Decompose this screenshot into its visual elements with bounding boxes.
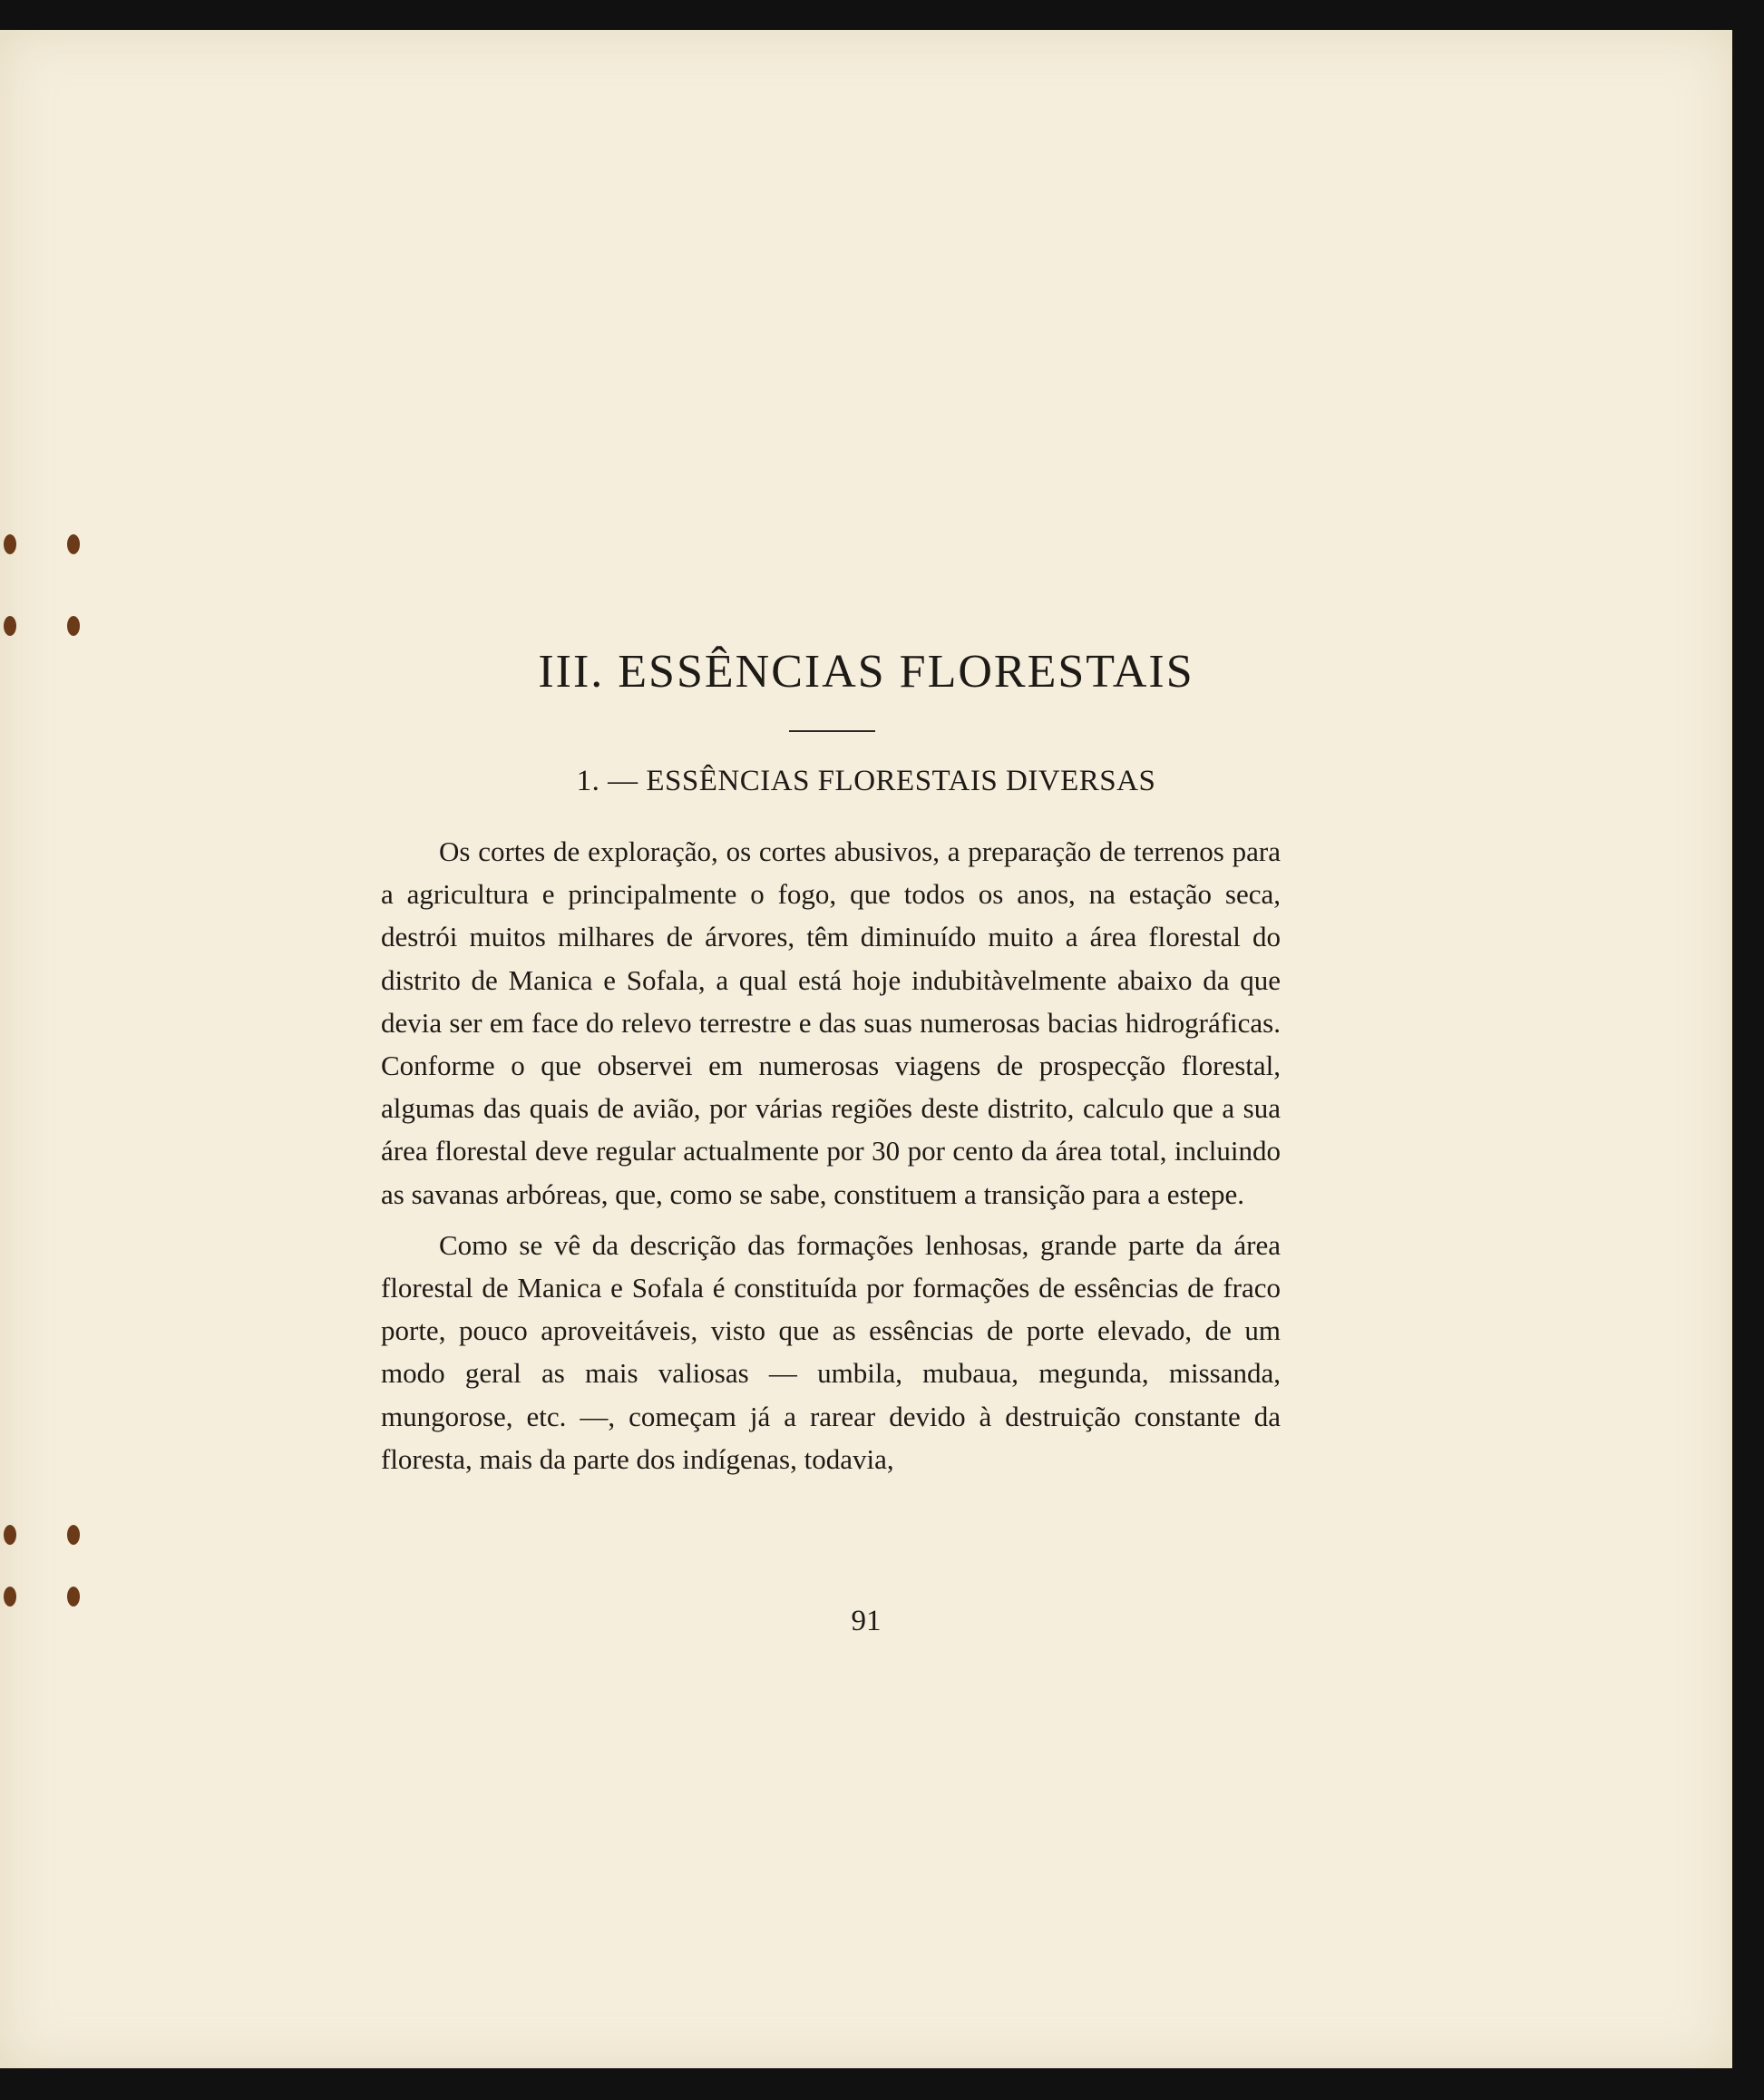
title-divider <box>789 730 875 732</box>
binding-hole <box>67 1587 80 1607</box>
binding-hole <box>4 534 16 554</box>
document-page <box>0 30 1732 2068</box>
paragraph: Como se vê da descrição das formações lenhosas, grande parte da área florestal de Manica e Sofala é constituída por formações de essências de fraco porte, pouco aproveitáveis, visto que as essências de porte elevado, de um modo geral as mais valiosas — umbila, mubaua, megunda, missanda, mungorose, etc. —, começam já a rarear devido à destruição constante da floresta, mais da parte dos indígenas, todavia, <box>381 1228 1281 1475</box>
body-text <box>381 830 1281 1480</box>
chapter-title: III. ESSÊNCIAS FLORESTAIS <box>538 646 1194 698</box>
paragraph: Os cortes de exploração, os cortes abusivos, a preparação de terrenos para a agricultura e principalmente o fogo, que todos os anos, na estação seca, destrói muitos milhares de árvores, têm diminuído muito a área florestal do distrito de Manica e Sofala, a qual está hoje indubitàvelmente abaixo da que devia ser em face do relevo terrestre e das suas numerosas bacias hidrográficas. Conforme o que observei em numerosas viagens de prospecção florestal, algumas das quais de avião, por várias regiões deste distrito, calculo que a sua área florestal deve regular actualmente por 30 por cento da área total, incluindo as savanas arbóreas, que, como se sabe, constituem a transição para a estepe. <box>381 835 1281 1210</box>
binding-hole <box>4 616 16 636</box>
binding-hole <box>67 534 80 554</box>
page-number: 91 <box>851 1605 882 1637</box>
binding-hole <box>67 616 80 636</box>
binding-hole <box>67 1525 80 1545</box>
binding-hole <box>4 1587 16 1607</box>
section-title: 1. — ESSÊNCIAS FLORESTAIS DIVERSAS <box>576 765 1156 797</box>
binding-hole <box>4 1525 16 1545</box>
